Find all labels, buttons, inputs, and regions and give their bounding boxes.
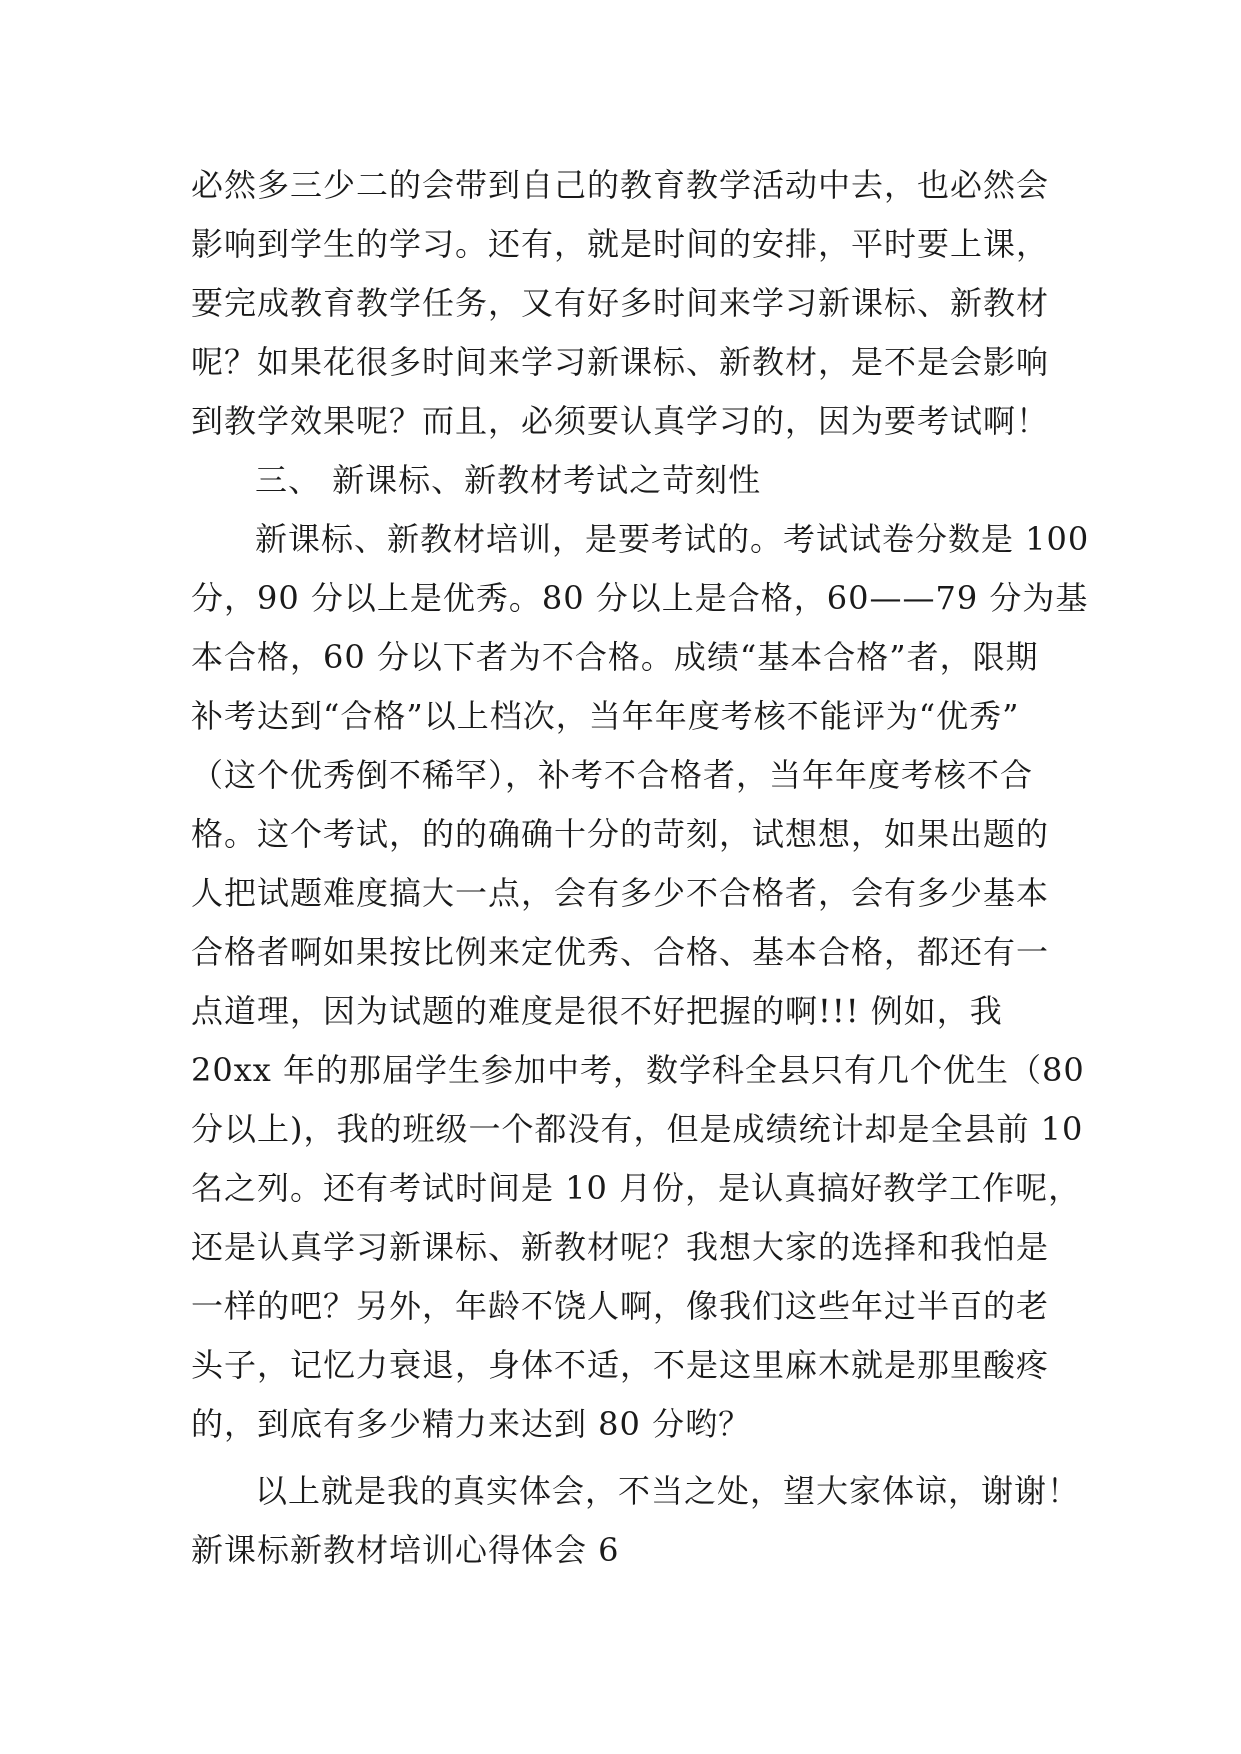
document-body bbox=[191, 156, 1090, 1580]
paragraph-continued bbox=[191, 156, 1061, 451]
text-line: 补考达到“合格”以上档次，当年年度考核不能评为“优秀” bbox=[191, 697, 1020, 735]
text-line: 分以上)，我的班级一个都没有，但是成绩统计却是全县前 10 bbox=[191, 1110, 1084, 1148]
text-line: （这个优秀倒不稀罕），补考不合格者，当年年度考核不合 bbox=[191, 756, 1034, 794]
closing-line: 以上就是我的真实体会，不当之处，望大家体谅，谢谢！ bbox=[255, 1472, 1081, 1510]
text-line: 格。这个考试，的的确确十分的苛刻，试想想，如果出题的 bbox=[191, 815, 1050, 853]
text-line: 呢？如果花很多时间来学习新课标、新教材，是不是会影响 bbox=[191, 343, 1050, 381]
text-line: 一样的吧？另外，年龄不饶人啊，像我们这些年过半百的老 bbox=[191, 1287, 1050, 1325]
text-line: 的，到底有多少精力来达到 80 分哟？ bbox=[191, 1405, 752, 1443]
text-line: 合格者啊如果按比例来定优秀、合格、基本合格，都还有一 bbox=[191, 933, 1050, 971]
text-line: 20xx 年的那届学生参加中考，数学科全县只有几个优生（80 bbox=[191, 1051, 1085, 1089]
text-line: 新课标、新教材培训，是要考试的。考试试卷分数是 100 bbox=[255, 520, 1090, 558]
text-line: 名之列。还有考试时间是 10 月份，是认真搞好教学工作呢， bbox=[191, 1169, 1082, 1207]
text-line: 分，90 分以上是优秀。80 分以上是合格，60——79 分为基 bbox=[191, 579, 1089, 617]
text-line: 必然多三少二的会带到自己的教育教学活动中去，也必然会 bbox=[191, 166, 1050, 204]
text-line: 还是认真学习新课标、新教材呢？我想大家的选择和我怕是 bbox=[191, 1228, 1050, 1266]
text-line: 头子，记忆力衰退，身体不适，不是这里麻木就是那里酸疼 bbox=[191, 1346, 1050, 1384]
text-line: 影响到学生的学习。还有，就是时间的安排，平时要上课， bbox=[191, 225, 1050, 263]
text-line: 到教学效果呢？而且，必须要认真学习的，因为要考试啊！ bbox=[191, 402, 1050, 440]
text-line: 人把试题难度搞大一点，会有多少不合格者，会有多少基本 bbox=[191, 874, 1050, 912]
text-line: 要完成教育教学任务，又有好多时间来学习新课标、新教材 bbox=[191, 284, 1050, 322]
section-heading: 三、 新课标、新教材考试之苛刻性 bbox=[255, 461, 762, 499]
text-line: 本合格，60 分以下者为不合格。成绩“基本合格”者，限期 bbox=[191, 638, 1039, 676]
next-title: 新课标新教材培训心得体会 6 bbox=[191, 1531, 620, 1569]
paragraph-exam bbox=[191, 510, 1090, 1454]
text-line: 点道理，因为试题的难度是很不好把握的啊!!! 例如，我 bbox=[191, 992, 1003, 1030]
